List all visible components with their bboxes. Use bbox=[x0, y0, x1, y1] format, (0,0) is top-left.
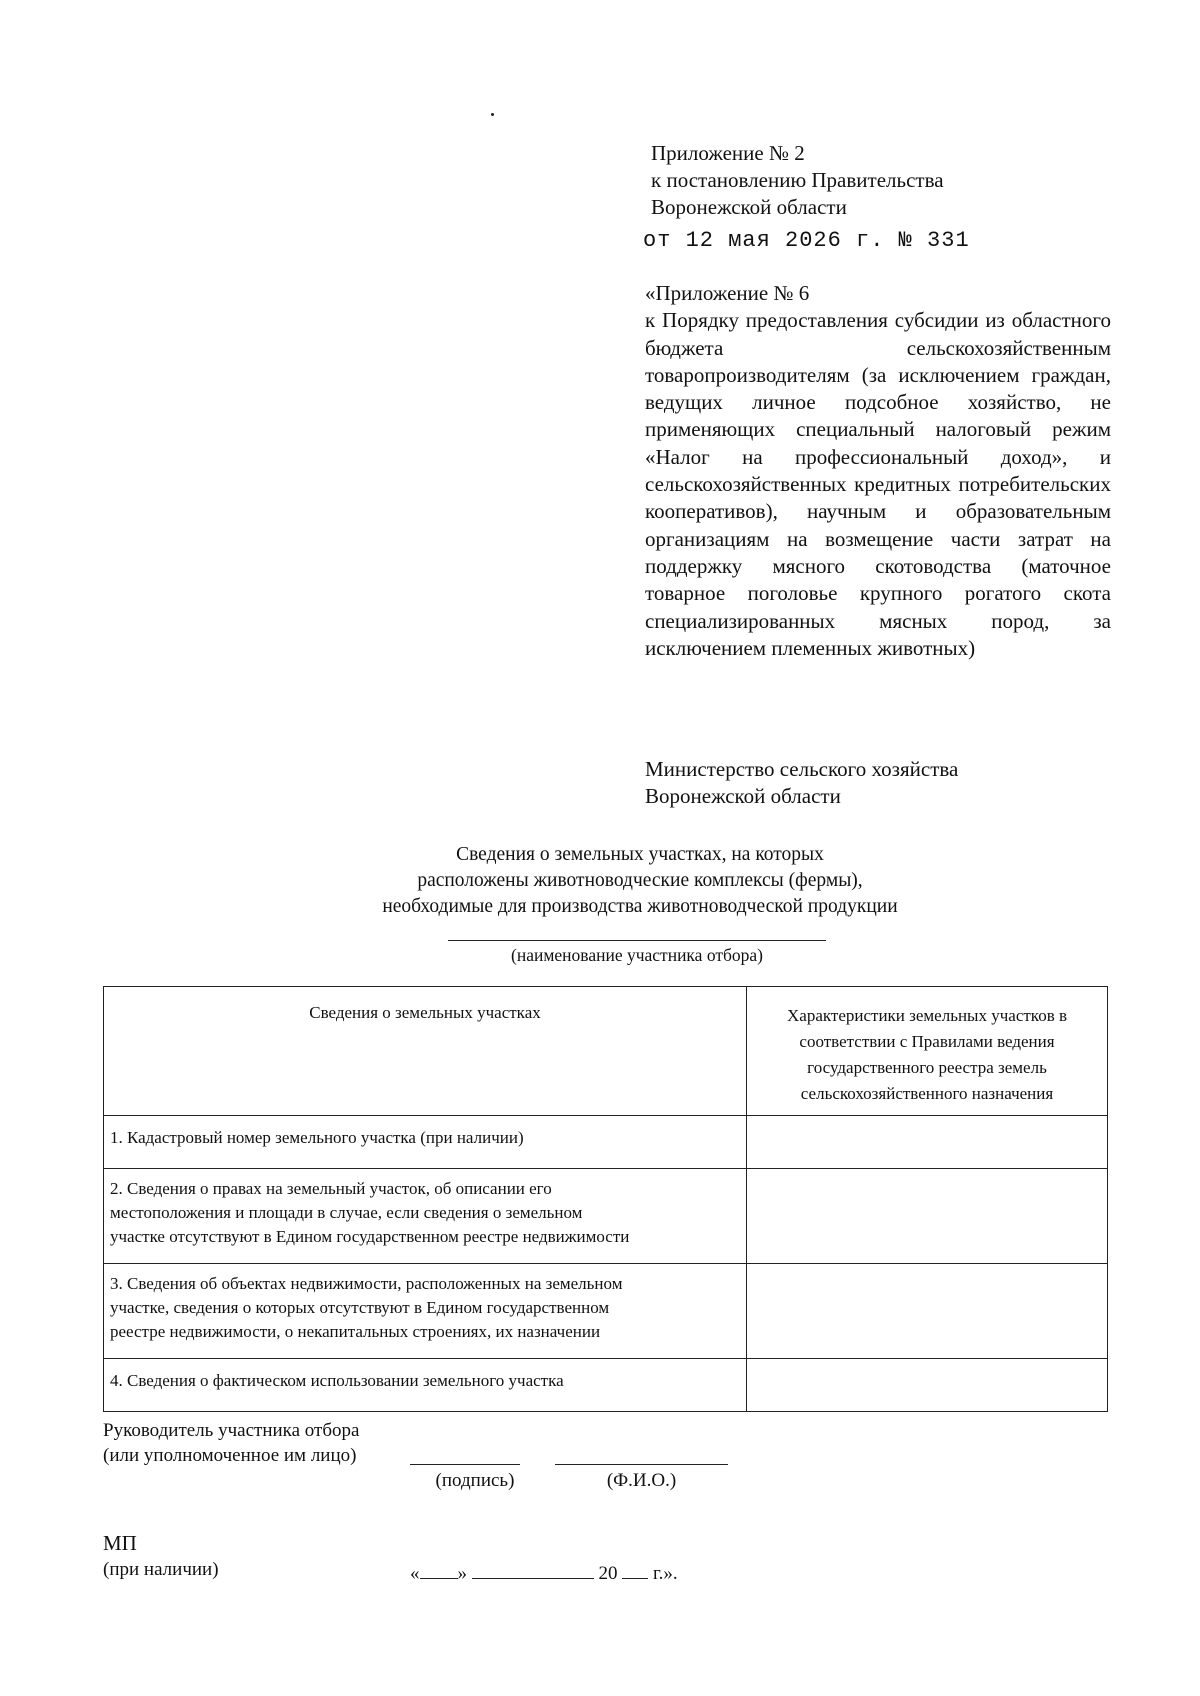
signatory-role bbox=[103, 1418, 359, 1468]
stamp-label: МП bbox=[103, 1531, 137, 1555]
appendix-2-line2: к постановлению Правительства bbox=[651, 168, 944, 192]
appendix-2-line3: Воронежской области bbox=[651, 195, 847, 219]
row-2-label bbox=[104, 1169, 747, 1264]
signatory-role-line2: (или уполномоченное им лицо) bbox=[103, 1445, 357, 1466]
date-open-quote: « bbox=[410, 1563, 420, 1584]
appendix-6-line1: «Приложение № 6 bbox=[645, 281, 810, 305]
row-3-line: участке, сведения о которых отсутствуют в Едином государственном bbox=[110, 1298, 610, 1317]
table-row bbox=[104, 1116, 1108, 1169]
participant-name-caption: (наименование участника отбора) bbox=[511, 945, 763, 965]
title-line3: необходимые для производства животноводческой продукции bbox=[382, 896, 898, 917]
title-line1: Сведения о земельных участках, на которых bbox=[456, 844, 824, 865]
row-3-label bbox=[104, 1264, 747, 1359]
header-land-plots: Сведения о земельных участках bbox=[104, 987, 747, 1116]
year-suffix: г.». bbox=[653, 1563, 678, 1584]
row-2-line: участке отсутствуют в Едином государственном реестре недвижимости bbox=[110, 1227, 630, 1246]
appendix-2-header bbox=[643, 140, 1131, 254]
month-blank[interactable] bbox=[472, 1560, 594, 1579]
date-close-quote: » bbox=[457, 1563, 467, 1584]
row-1-value[interactable] bbox=[747, 1116, 1108, 1169]
full-name-caption: (Ф.И.О.) bbox=[606, 1470, 677, 1491]
document-title bbox=[280, 842, 1000, 920]
row-3-line: реестре недвижимости, о некапитальных строениях, их назначении bbox=[110, 1322, 601, 1341]
date-field bbox=[410, 1560, 678, 1586]
ministry-block bbox=[645, 756, 1115, 810]
table-header-row bbox=[104, 987, 1108, 1116]
appendix-2-line1: Приложение № 2 bbox=[651, 141, 805, 165]
year-prefix: 20 bbox=[598, 1563, 618, 1584]
full-name-blank[interactable] bbox=[555, 1464, 728, 1465]
row-2-value[interactable] bbox=[747, 1169, 1108, 1264]
stamp-note: (при наличии) bbox=[103, 1559, 219, 1580]
signature-caption: (подпись) bbox=[435, 1470, 515, 1491]
row-1-label bbox=[104, 1116, 747, 1169]
row-3-value[interactable] bbox=[747, 1264, 1108, 1359]
table-row bbox=[104, 1264, 1108, 1359]
table-row bbox=[104, 1359, 1108, 1412]
row-4-label bbox=[104, 1359, 747, 1412]
title-line2: расположены животноводческие комплексы (фермы), bbox=[417, 870, 863, 891]
scan-speck bbox=[491, 113, 494, 116]
appendix-6-header bbox=[645, 280, 1111, 662]
row-3-line: 3. Сведения об объектах недвижимости, расположенных на земельном bbox=[110, 1274, 623, 1293]
resolution-date-number: от 12 мая 2026 г. № 331 bbox=[643, 228, 970, 253]
row-2-line: местоположения и площади в случае, если сведения о земельном bbox=[110, 1203, 583, 1222]
ministry-line2: Воронежской области bbox=[645, 784, 841, 808]
participant-name-blank bbox=[448, 940, 826, 941]
row-4-value[interactable] bbox=[747, 1359, 1108, 1412]
header-characteristics: Характеристики земельных участков в соответствии с Правилами ведения государственного реестра земель сельскохозяйственного назначения bbox=[747, 987, 1108, 1116]
table-row bbox=[104, 1169, 1108, 1264]
year-blank[interactable] bbox=[622, 1560, 648, 1579]
day-blank[interactable] bbox=[420, 1560, 458, 1579]
row-1-line: 1. Кадастровый номер земельного участка (при наличии) bbox=[110, 1128, 524, 1147]
signatory-role-line1: Руководитель участника отбора bbox=[103, 1420, 360, 1441]
appendix-6-text: к Порядку предоставления субсидии из областного бюджета сельскохозяйственным товаропроизводителям (за исключением граждан, ведущих личное подсобное хозяйство, не применяющих специальный налоговый режим «Налог на профессиональный доход», и сельскохозяйственных кредитных потребительских кооперативов), научным и образовательным организациям на возмещение части затрат на поддержку мясного скотоводства (маточное товарное поголовье крупного рогатого скота специализированных мясных пород, за исключением племенных животных) bbox=[645, 308, 1111, 660]
land-plots-table bbox=[103, 986, 1108, 1412]
signature-blank[interactable] bbox=[410, 1464, 520, 1465]
row-4-line: 4. Сведения о фактическом использовании земельного участка bbox=[110, 1371, 564, 1390]
row-2-line: 2. Сведения о правах на земельный участок, об описании его bbox=[110, 1179, 552, 1198]
ministry-line1: Министерство сельского хозяйства bbox=[645, 757, 959, 781]
